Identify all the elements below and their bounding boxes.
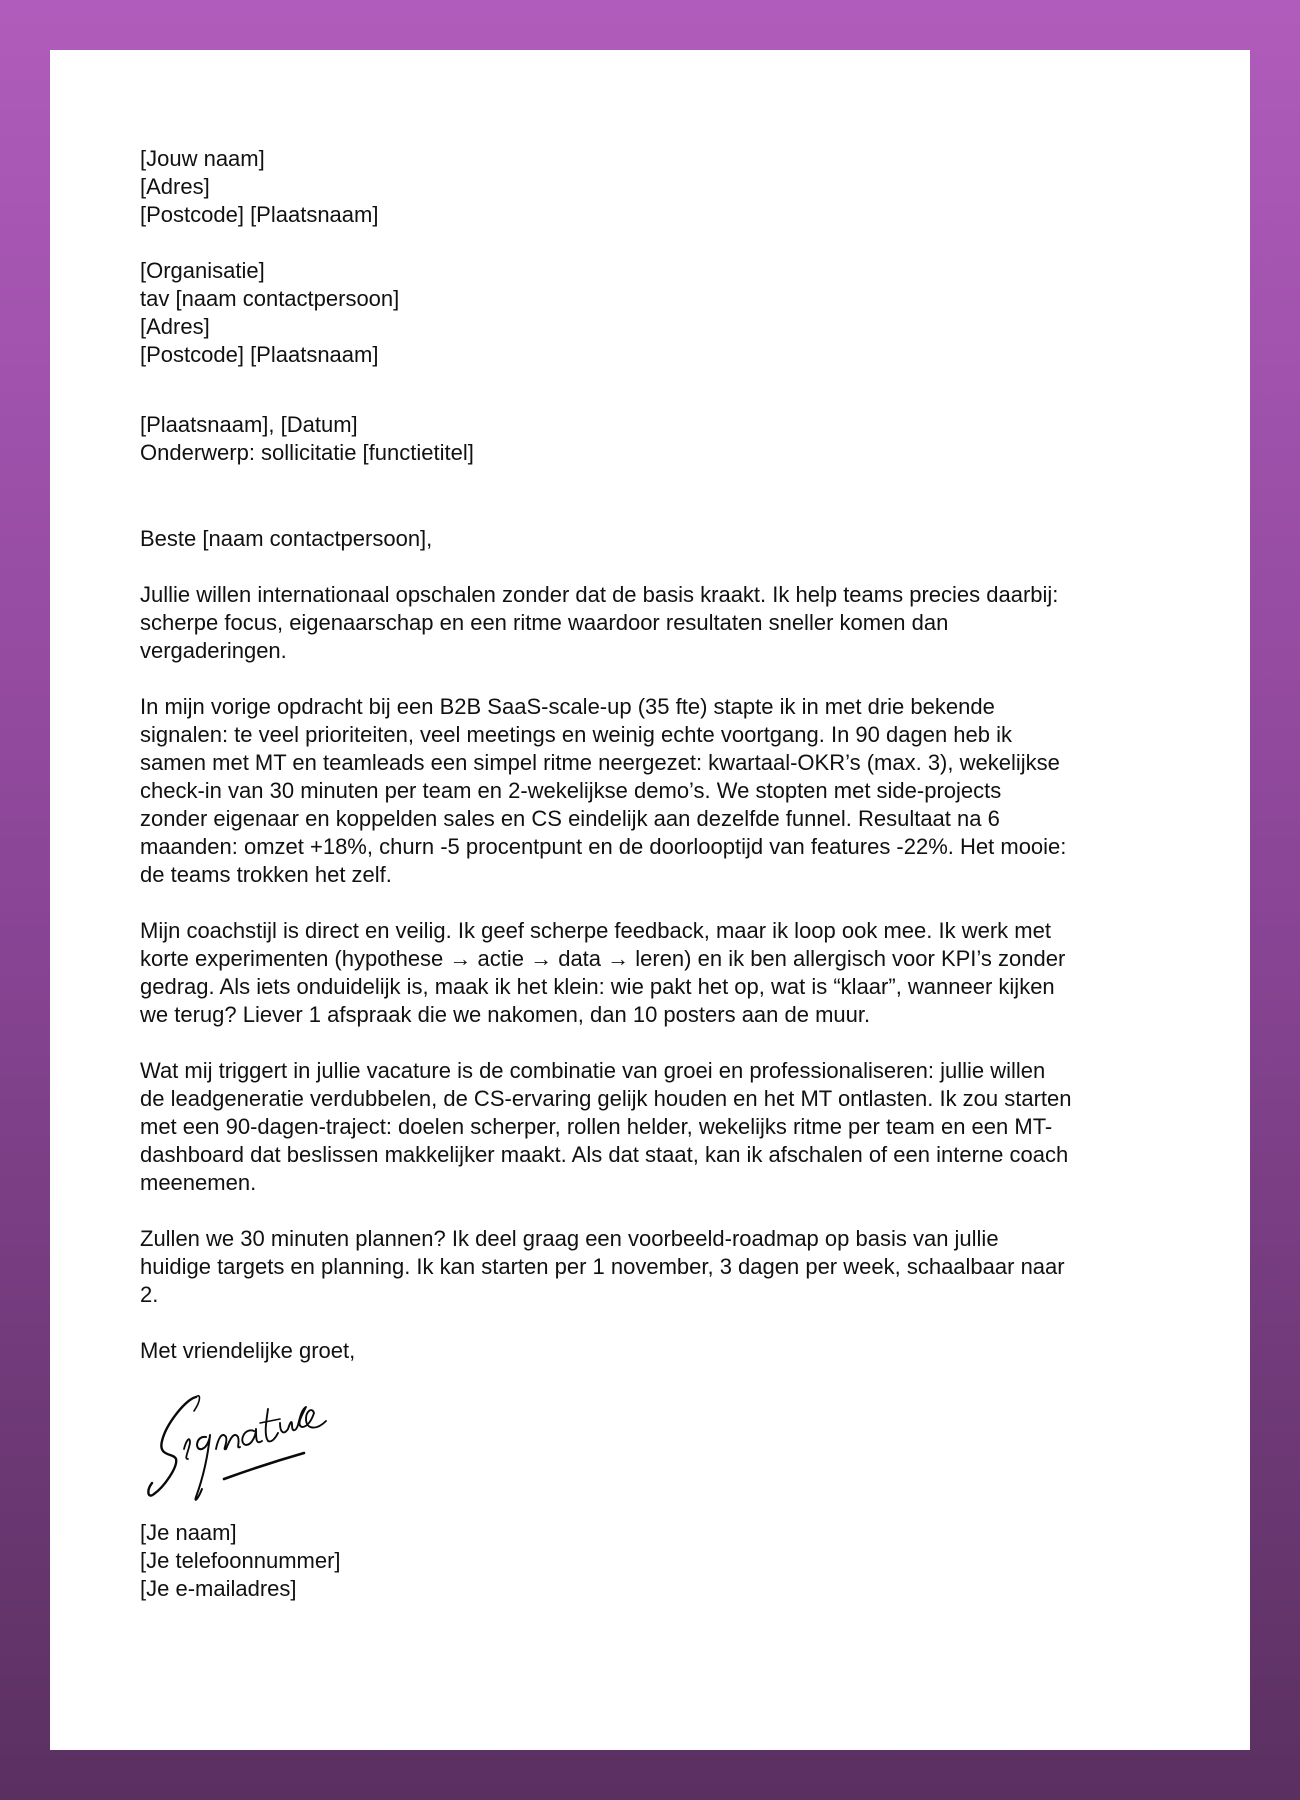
paragraph-line: zonder eigenaar en koppelden sales en CS eindelijk aan dezelfde funnel. Resultaat na 6 (140, 806, 1000, 831)
paragraph-line: 2. (140, 1282, 159, 1307)
paragraph-line: meenemen. (140, 1170, 257, 1195)
signature-stroke (184, 1439, 190, 1459)
paragraph-line: de leadgeneratie verdubbelen, de CS-ervaring gelijk houden en het MT ontlasten. Ik zou starten (140, 1086, 1072, 1111)
paragraph-4 (140, 1057, 1180, 1197)
paragraph-line: maanden: omzet +18%, churn -5 procentpunt en de doorlooptijd van features -22%. Het mooie: (140, 834, 1067, 859)
paragraph-line: signalen: te veel prioriteiten, veel meetings en weinig echte voortgang. In 90 dagen heb ik (140, 722, 1013, 747)
paragraph-line: huidige targets en planning. Ik kan starten per 1 november, 3 dagen per week, schaalbaar naar (140, 1254, 1065, 1279)
paragraph-line: Wat mij triggert in jullie vacature is de combinatie van groei en professionaliseren: jullie willen (140, 1058, 1046, 1083)
paragraph-1 (140, 581, 1180, 665)
recipient-contact: tav [naam contactpersoon] (140, 286, 400, 311)
sender-name: [Jouw naam] (140, 146, 265, 171)
closing (140, 1337, 1180, 1365)
signoff-name: [Je naam] (140, 1520, 237, 1545)
closing-text: Met vriendelijke groet, (140, 1338, 356, 1363)
paragraph-line: vergaderingen. (140, 638, 287, 663)
sender-city: [Postcode] [Plaatsnaam] (140, 202, 379, 227)
signoff-details (140, 1519, 1180, 1603)
paragraph-line: Jullie willen internationaal opschalen zonder dat de basis kraakt. Ik help teams precies daarbij: (140, 582, 1059, 607)
signature-stroke (224, 1453, 304, 1479)
paragraph-line: scherpe focus, eigenaarschap en een ritme waardoor resultaten sneller komen dan (140, 610, 949, 635)
paragraph-3 (140, 917, 1180, 1029)
signature-stroke (260, 1419, 280, 1423)
paragraph-line: gedrag. Als iets onduidelijk is, maak ik het klein: wie pakt het op, wat is “klaar”, wanneer kijken (140, 974, 1055, 999)
paragraph-line: dashboard dat beslissen makkelijker maakt. Als dat staat, kan ik afschalen of een interne coach (140, 1142, 1069, 1167)
paragraph-line: Zullen we 30 minuten plannen? Ik deel graag een voorbeeld-roadmap op basis van jullie (140, 1226, 999, 1251)
sender-address (140, 145, 1180, 229)
paragraph-line: In mijn vorige opdracht bij een B2B SaaS-scale-up (35 fte) stapte ik in met drie bekende (140, 694, 995, 719)
recipient-street: [Adres] (140, 314, 210, 339)
paragraph-line: korte experimenten (hypothese → actie → data → leren) en ik ben allergisch voor KPI’s zonder (140, 946, 1066, 971)
signature-stroke (280, 1407, 326, 1432)
recipient-city: [Postcode] [Plaatsnaam] (140, 342, 379, 367)
paragraph-line: met een 90-dagen-traject: doelen scherper, rollen helder, wekelijks ritme per team en een MT- (140, 1114, 1053, 1139)
signoff-email: [Je e-mailadres] (140, 1576, 297, 1601)
signature-stroke (266, 1409, 278, 1441)
paragraph-5 (140, 1225, 1180, 1309)
place-date: [Plaatsnaam], [Datum] (140, 412, 358, 437)
subject-line: Onderwerp: sollicitatie [functietitel] (140, 440, 474, 465)
paragraph-line: check-in van 30 minuten per team en 2-wekelijkse demo’s. We stopten met side-projects (140, 778, 1002, 803)
letter-page (50, 50, 1250, 1750)
sender-street: [Adres] (140, 174, 210, 199)
paragraph-line: we terug? Liever 1 afspraak die we nakomen, dan 10 posters aan de muur. (140, 1002, 871, 1027)
recipient-organisation: [Organisatie] (140, 258, 265, 283)
paragraph-2 (140, 693, 1180, 889)
salutation-text: Beste [naam contactpersoon], (140, 526, 433, 551)
paragraph-line: de teams trokken het zelf. (140, 862, 392, 887)
letter-meta (140, 411, 1180, 467)
signature-stroke (242, 1429, 262, 1445)
paragraph-line: Mijn coachstijl is direct en veilig. Ik geef scherpe feedback, maar ik loop ook mee. Ik werk met (140, 918, 1051, 943)
paragraph-line: samen met MT en teamleads een simpel ritme neergezet: kwartaal-OKR’s (max. 3), wekelijkse (140, 750, 1060, 775)
signoff-phone: [Je telefoonnummer] (140, 1548, 341, 1573)
signature-icon (136, 1379, 336, 1509)
signature-stroke (195, 1435, 210, 1500)
salutation (140, 525, 1180, 553)
letter-content (140, 145, 1180, 1603)
signature-stroke (216, 1435, 240, 1449)
recipient-address (140, 257, 1180, 369)
